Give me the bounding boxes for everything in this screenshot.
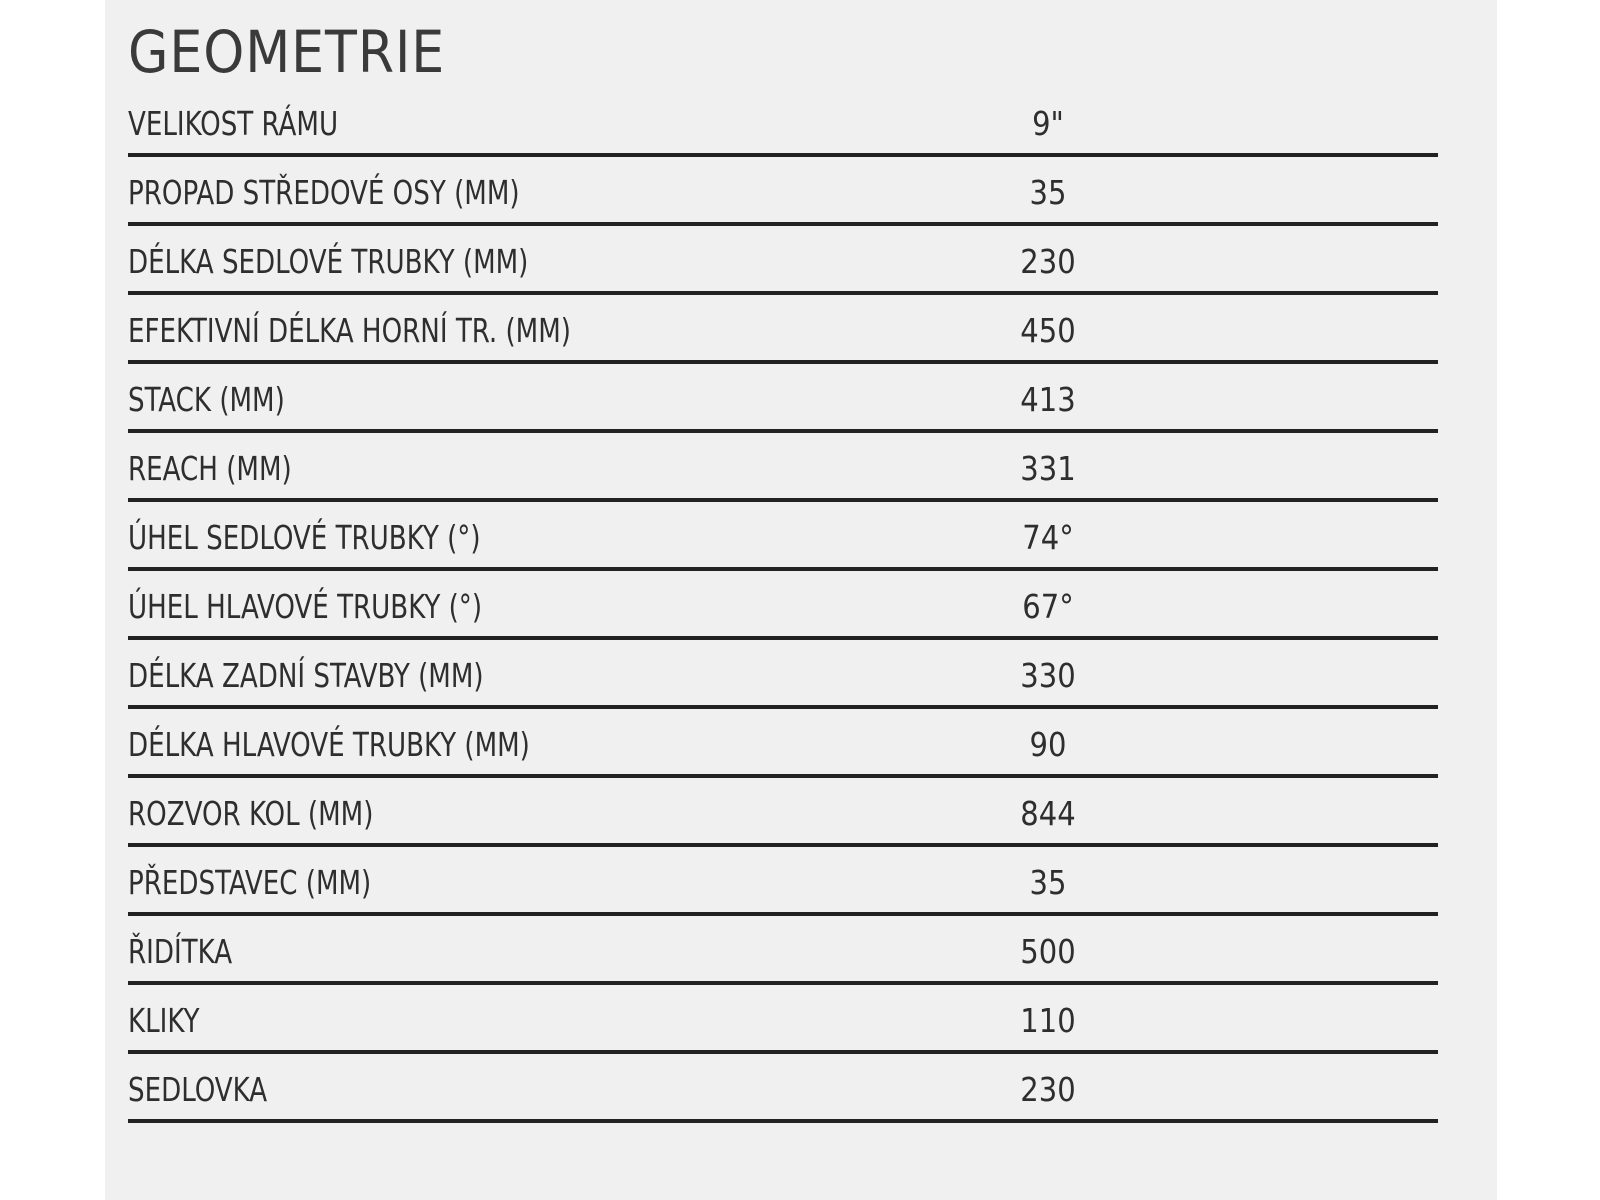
row-label: ÚHEL HLAVOVÉ TRUBKY (°) (128, 587, 483, 626)
row-label: ROZVOR KOL (MM) (128, 794, 374, 833)
row-label: KLIKY (128, 1001, 200, 1040)
row-value: 331 (1020, 449, 1076, 488)
row-label: EFEKTIVNÍ DÉLKA HORNÍ TR. (MM) (128, 311, 571, 350)
geometry-panel (105, 0, 1497, 1200)
row-label: PROPAD STŘEDOVÉ OSY (MM) (128, 173, 520, 212)
row-value: 35 (1029, 863, 1067, 902)
row-value: 230 (1020, 1070, 1076, 1109)
page-title: GEOMETRIE (128, 18, 446, 86)
table-row (128, 709, 1438, 778)
table-row (128, 502, 1438, 571)
table-row (128, 916, 1438, 985)
row-label: ÚHEL SEDLOVÉ TRUBKY (°) (128, 518, 481, 557)
row-label: PŘEDSTAVEC (MM) (128, 863, 372, 902)
row-label: DÉLKA SEDLOVÉ TRUBKY (MM) (128, 242, 529, 281)
row-label: DÉLKA ZADNÍ STAVBY (MM) (128, 656, 484, 695)
row-value: 67° (1022, 587, 1074, 626)
table-row (128, 88, 1438, 157)
table-row (128, 778, 1438, 847)
row-value: 413 (1020, 380, 1076, 419)
row-label: DÉLKA HLAVOVÉ TRUBKY (MM) (128, 725, 530, 764)
table-row (128, 226, 1438, 295)
table-row (128, 571, 1438, 640)
table-row (128, 847, 1438, 916)
row-value: 330 (1020, 656, 1076, 695)
table-row (128, 295, 1438, 364)
row-value: 230 (1020, 242, 1076, 281)
table-row (128, 640, 1438, 709)
row-value: 450 (1020, 311, 1076, 350)
geometry-table (128, 88, 1438, 1123)
table-row (128, 1054, 1438, 1123)
row-label: ŘIDÍTKA (128, 932, 233, 971)
row-value: 500 (1020, 932, 1076, 971)
table-row (128, 433, 1438, 502)
row-label: STACK (MM) (128, 380, 285, 419)
row-label: SEDLOVKA (128, 1070, 268, 1109)
row-value: 844 (1020, 794, 1076, 833)
row-label: VELIKOST RÁMU (128, 104, 339, 143)
row-value: 74° (1022, 518, 1074, 557)
row-value: 110 (1020, 1001, 1076, 1040)
table-row (128, 364, 1438, 433)
row-label: REACH (MM) (128, 449, 292, 488)
table-row (128, 985, 1438, 1054)
row-value: 90 (1029, 725, 1067, 764)
table-row (128, 157, 1438, 226)
row-value: 35 (1029, 173, 1067, 212)
row-value: 9" (1032, 104, 1064, 143)
